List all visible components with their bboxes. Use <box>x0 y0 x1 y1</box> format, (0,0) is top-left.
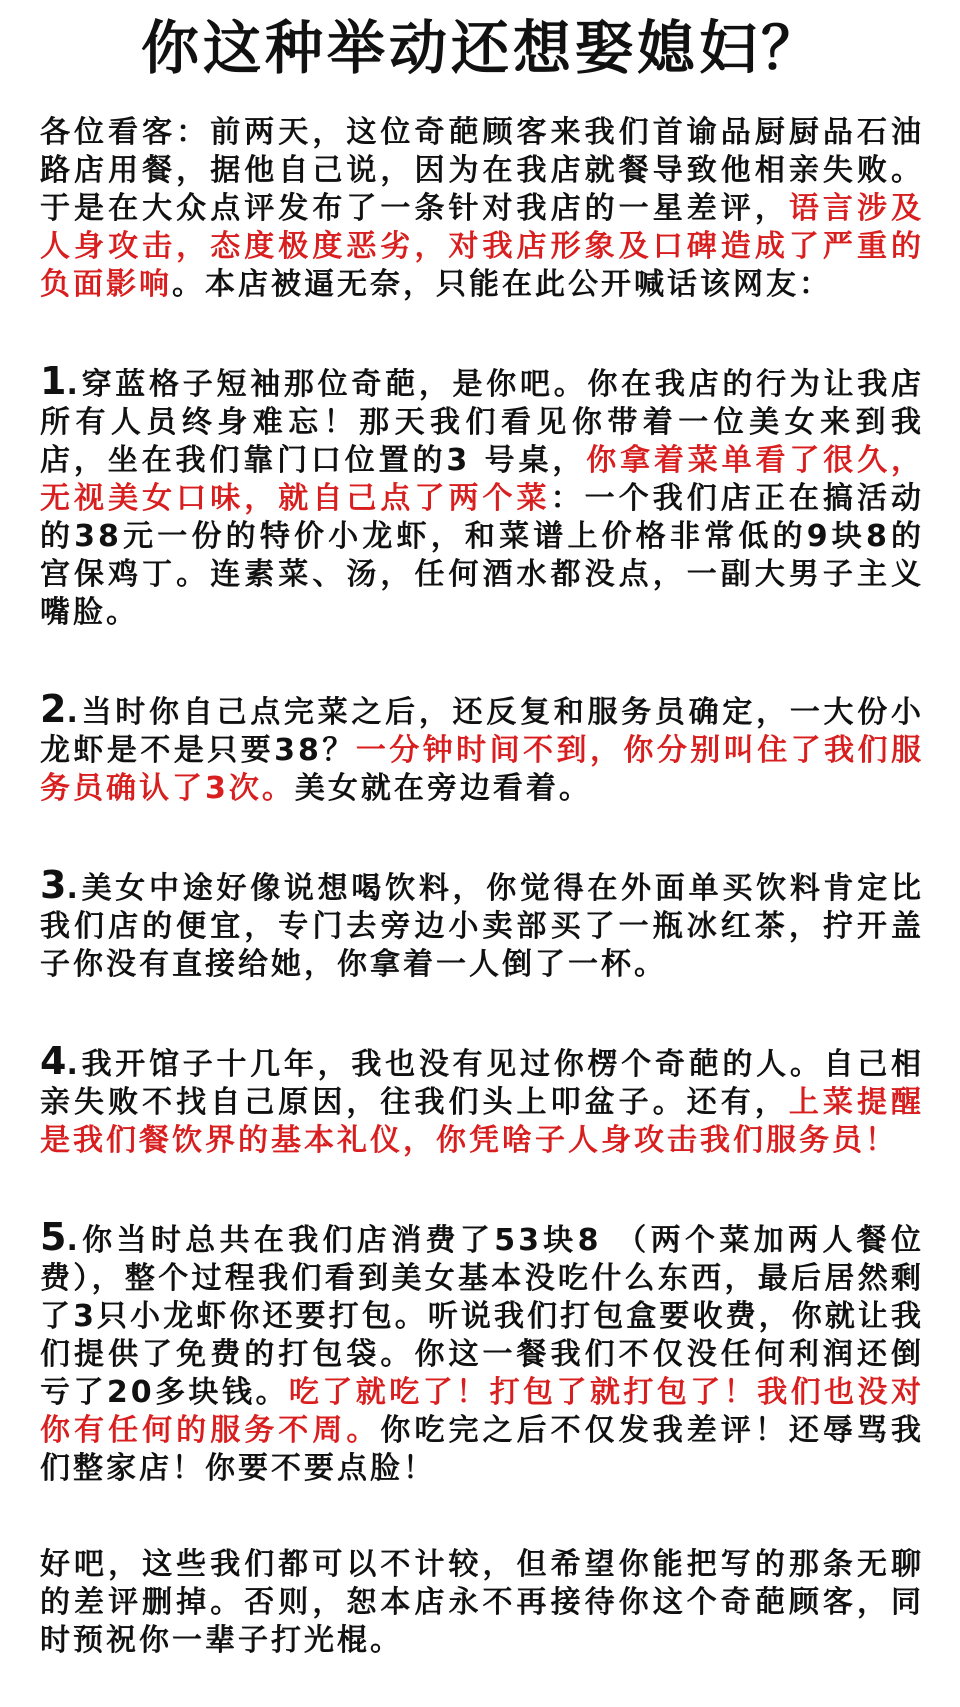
item-4 <box>40 1039 925 1160</box>
item-text: 你吃完之后不仅发我差评！还辱骂我们整家店！你要不要点脸！ <box>40 1413 925 1486</box>
closing-paragraph: 好吧，这些我们都可以不计较，但希望你能把写的那条无聊的差评删掉。否则，恕本店永不再接待你这个奇葩顾客，同时预祝你一辈子打光棍。 <box>40 1547 924 1658</box>
page-title: 你这种举动还想娶媳妇？ <box>140 14 823 82</box>
item-number: 4 <box>40 1039 67 1083</box>
item-text: .我开馆子十几年，我也没有见过你楞个奇葩的人。自己相亲失败不找自己原因，往我们头上叩盆子。还有， <box>40 1047 924 1120</box>
item-number: 5 <box>40 1215 67 1259</box>
item-3 <box>40 863 924 984</box>
intro-text: 。本店被逼无奈，只能在此公开喊话该网友： <box>172 267 832 302</box>
item-text: .你当时总共在我们店消费了53块8 （两个菜加两人餐位费），整个过程我们看到美女基本没吃什么东西，最后居然剩了3只小龙虾你还要打包。听说我们打包盒要收费，你就让我们提供了免费的打包袋。你这一餐我们不仅没任何利润还倒亏了20多块钱。 <box>40 1223 924 1410</box>
intro-paragraph <box>40 114 924 304</box>
item-1 <box>40 359 925 632</box>
item-2 <box>40 687 925 808</box>
item-highlight: 上菜提醒是我们餐饮界的基本礼仪，你凭啥子人身攻击我们服务员！ <box>40 1085 925 1158</box>
item-text: 美女就在旁边看着。 <box>294 771 592 806</box>
item-highlight: 吃了就吃了！打包了就打包了！我们也没对你有任何的服务不周。 <box>40 1375 925 1448</box>
item-highlight: 一分钟时间不到，你分别叫住了我们服务员确认了3次。 <box>40 733 925 806</box>
item-number: 2 <box>40 687 67 731</box>
item-text: .美女中途好像说想喝饮料，你觉得在外面单买饮料肯定比我们店的便宜，专门去旁边小卖部买了一瓶冰红茶，拧开盖子你没有直接给她，你拿着一人倒了一杯。 <box>40 871 924 982</box>
item-number: 1 <box>40 359 67 403</box>
item-number: 3 <box>40 863 67 907</box>
item-text: ：一个我们店正在搞活动的38元一份的特价小龙虾，和菜谱上价格非常低的9块8的宫保鸡丁。连素菜、汤，任何酒水都没点，一副大男子主义嘴脸。 <box>40 481 925 630</box>
item-text: .穿蓝格子短袖那位奇葩，是你吧。你在我店的行为让我店所有人员终身难忘！那天我们看见你带着一位美女来到我店，坐在我们靠门口位置的3 号桌， <box>40 367 924 478</box>
intro-text: 各位看客：前两天，这位奇葩顾客来我们首谕品厨厨品石油路店用餐，据他自己说，因为在我店就餐导致他相亲失败。于是在大众点评发布了一条针对我店的一星差评， <box>40 115 924 226</box>
item-text: .当时你自己点完菜之后，还反复和服务员确定，一大份小龙虾是不是只要38？ <box>40 695 924 768</box>
item-5 <box>40 1215 925 1488</box>
intro-highlight: 语言涉及人身攻击，态度极度恶劣，对我店形象及口碑造成了严重的负面影响 <box>40 191 925 302</box>
item-highlight: 你拿着菜单看了很久，无视美女口味，就自己点了两个菜 <box>40 443 925 516</box>
